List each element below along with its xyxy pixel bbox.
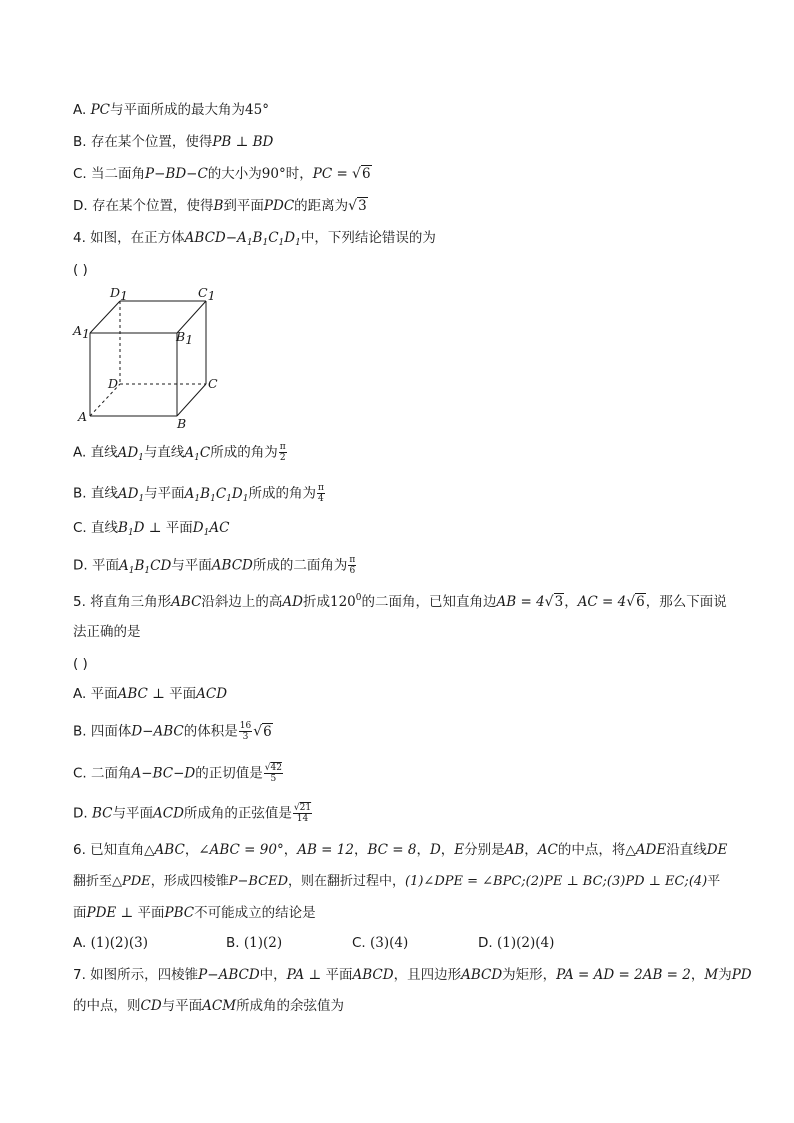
label-a1: A1: [73, 323, 90, 341]
sqrt-expression: √3: [348, 198, 367, 214]
label-d: D: [108, 376, 119, 391]
q6-stem-line1: 6. 已知直角△ABC，∠ABC = 90°，AB = 12，BC = 8，D，E分别是AB，AC的中点，将△ADE沿直线DE: [73, 842, 728, 858]
q5-option-c: C. 二面角A−BC−D的正切值是 $\frac{√42}{5}$: [73, 763, 282, 784]
q4-answer-paren: ( ): [73, 262, 88, 278]
sqrt-expression: √6: [352, 166, 371, 182]
fraction: $\frac{\pi}{6}$: [349, 555, 356, 576]
label-b1: B1: [176, 329, 194, 347]
q3-option-d: D. 存在某个位置，使得B到平面PDC的距离为√3: [73, 198, 367, 214]
fraction: $\frac{\pi}{2}$: [279, 442, 286, 463]
q4-option-d: D. 平面$A_1B_1CD$与平面ABCD所成的二面角为 $\frac{\pi}{6}$: [73, 555, 356, 576]
label-a: A: [78, 409, 88, 424]
q5-option-d: D. BC与平面ACD所成角的正弦值是 $\frac{√21}{14}$: [73, 803, 312, 824]
q6-option-b: B. (1)(2): [226, 935, 283, 951]
sqrt-expression: √6: [626, 594, 645, 610]
q7-stem-line2: 的中点，则CD与平面ACM所成角的余弦值为: [73, 998, 345, 1014]
cube-figure: [72, 283, 222, 433]
q6-options: [73, 933, 713, 953]
q4-option-a: A. 直线$AD_1$与直线$A_1C$所成的角为 $\frac{\pi}{2}$: [73, 442, 286, 463]
q6-option-a: A. (1)(2)(3): [73, 935, 148, 951]
fraction: $\frac{\pi}{4}$: [317, 483, 324, 504]
q4-option-c: C. 直线$B_1D$ ⊥ 平面$D_1AC$: [73, 520, 230, 538]
q3-option-b: B. 存在某个位置，使得PB ⊥ BD: [73, 134, 274, 150]
label-c1: C1: [198, 285, 216, 303]
fraction: $\frac{√42}{5}$: [264, 763, 282, 784]
fraction: $\frac{√21}{14}$: [293, 803, 312, 824]
q4-option-b: B. 直线$AD_1$与平面$A_1B_1C_1D_1$所成的角为 $\frac{\pi}{4}$: [73, 483, 324, 504]
q6-stem-line2: 翻折至△PDE，形成四棱锥P−BCED，则在翻折过程中，(1)∠DPE = ∠BPC;(2)PE ⊥ BC;(3)PD ⊥ EC;(4)平: [73, 874, 721, 889]
label-b: B: [177, 416, 187, 431]
edge-bc: [177, 384, 206, 416]
q5-option-b: B. 四面体D−ABC的体积是 $\frac{16}{3}$ √6: [73, 721, 272, 742]
q3-option-c: C. 当二面角P−BD−C的大小为90°时，PC = √6: [73, 166, 371, 182]
sqrt-expression: √3: [544, 594, 564, 610]
q5-stem-line2: 法正确的是: [73, 624, 141, 640]
label-c: C: [208, 376, 218, 391]
q5-answer-paren: ( ): [73, 656, 88, 672]
q4-stem: 4. 如图，在正方体$ABCD-A_1B_1C_1D_1$中，下列结论错误的为: [73, 230, 436, 248]
q6-option-c: C. (3)(4): [352, 935, 409, 951]
label-d1: D1: [110, 285, 128, 303]
q5-stem-line1: 5. 将直角三角形ABC沿斜边上的高AD折成$120^0$的二面角，已知直角边AB = 4√3，AC = 4√6，那么下面说: [73, 593, 727, 610]
q3-option-a: A. PC与平面所成的最大角为45°: [73, 102, 269, 118]
q7-stem-line1: 7. 如图所示，四棱锥P−ABCD中，PA ⊥ 平面ABCD，且四边形ABCD为矩形，PA = AD = 2AB = 2，M为PD: [73, 967, 752, 983]
q6-stem-line3: 面PDE ⊥ 平面PBC不可能成立的结论是: [73, 905, 316, 921]
fraction: $\frac{16}{3}$: [239, 721, 252, 742]
q5-option-a: A. 平面ABC ⊥ 平面ACD: [73, 686, 228, 702]
sqrt-expression: √6: [253, 723, 272, 740]
edge-a1d1: [90, 301, 120, 333]
q6-option-d: D. (1)(2)(4): [478, 935, 555, 951]
